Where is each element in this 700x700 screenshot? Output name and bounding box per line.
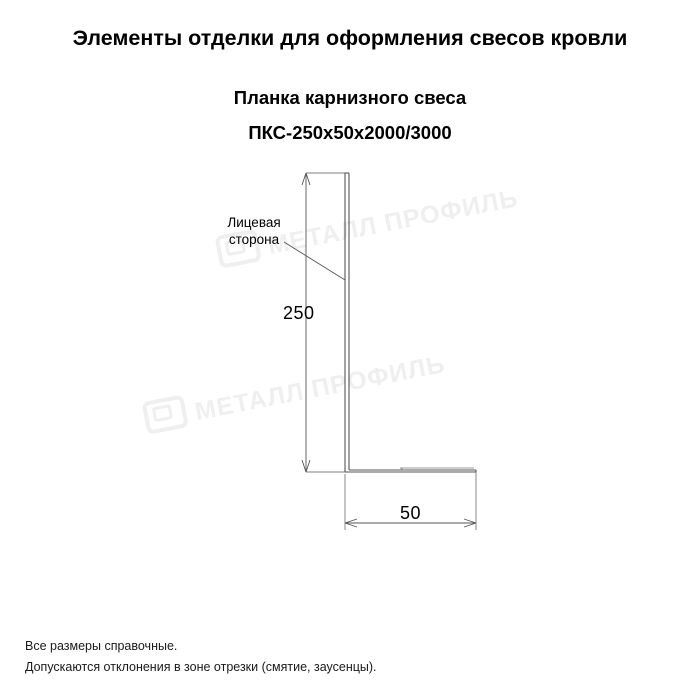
- product-code: ПКС-250х50х2000/3000: [248, 122, 452, 143]
- footer-notes: [25, 636, 377, 678]
- note-dimensions-reference: Все размеры справочные.: [25, 639, 178, 653]
- note-cut-zone-tolerance: Допускаются отклонения в зоне отрезки (смятие, заусенцы).: [25, 660, 377, 674]
- page-title: Элементы отделки для оформления свесов кровли: [72, 26, 628, 50]
- profile-outline: [345, 173, 476, 472]
- dimension-height-value: 250: [283, 303, 315, 323]
- dimension-width-value: 50: [400, 503, 422, 523]
- watermark-text: МЕТАЛЛ ПРОФИЛЬ: [192, 350, 448, 427]
- face-side-label-line2: сторона: [228, 232, 280, 247]
- face-side-label-line1: Лицевая: [227, 215, 281, 230]
- watermark-text: МЕТАЛЛ ПРОФИЛЬ: [265, 184, 521, 261]
- product-name: Планка карнизного свеса: [233, 87, 467, 108]
- face-side-label: [214, 214, 294, 248]
